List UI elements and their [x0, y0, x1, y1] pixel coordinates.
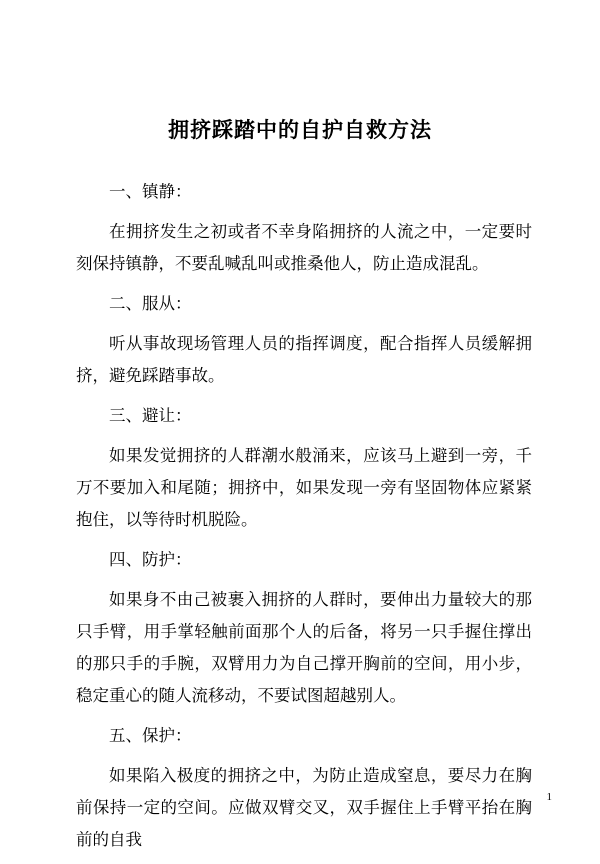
- section-text-avoid: 如果发觉拥挤的人群潮水般涌来，应该马上避到一旁，千万不要加入和尾随；拥挤中，如果发现一旁有坚固物体应紧紧抱住，以等待时机脱险。: [76, 446, 532, 529]
- section-text-calm: 在拥挤发生之初或者不幸身陷拥挤的人流之中，一定要时刻保持镇静，不要乱喊乱叫或推桑他人，防止造成混乱。: [76, 222, 532, 273]
- section-text-defend: 如果身不由己被裹入拥挤的人群时，要伸出力量较大的那只手臂，用手掌轻触前面那个人的后备，将另一只手握住撑出的那只手的手腕，双臂用力为自己撑开胸前的空间，用小步，稳定重心的随人流移动，不要试图超越别人。: [76, 590, 532, 705]
- section-heading-calm: 一、镇静：: [109, 182, 192, 201]
- section-text-protect: 如果陷入极度的拥挤之中，为防止造成窒息，要尽力在胸前保持一定的空间。应做双臂交叉，双手握住上手臂平抬在胸前的自我: [76, 766, 532, 849]
- page-title: 拥挤踩踏中的自护自救方法: [168, 118, 432, 142]
- section-heading-avoid: 三、避让：: [109, 406, 192, 425]
- section-heading-defend: 四、防护：: [109, 550, 192, 569]
- page-number: 1: [546, 791, 552, 803]
- section-heading-obey: 二、服从：: [109, 294, 192, 313]
- section-heading-protect: 五、保护：: [109, 726, 192, 745]
- section-text-obey: 听从事故现场管理人员的指挥调度，配合指挥人员缓解拥挤，避免踩踏事故。: [76, 334, 532, 385]
- document-body: [76, 176, 532, 864]
